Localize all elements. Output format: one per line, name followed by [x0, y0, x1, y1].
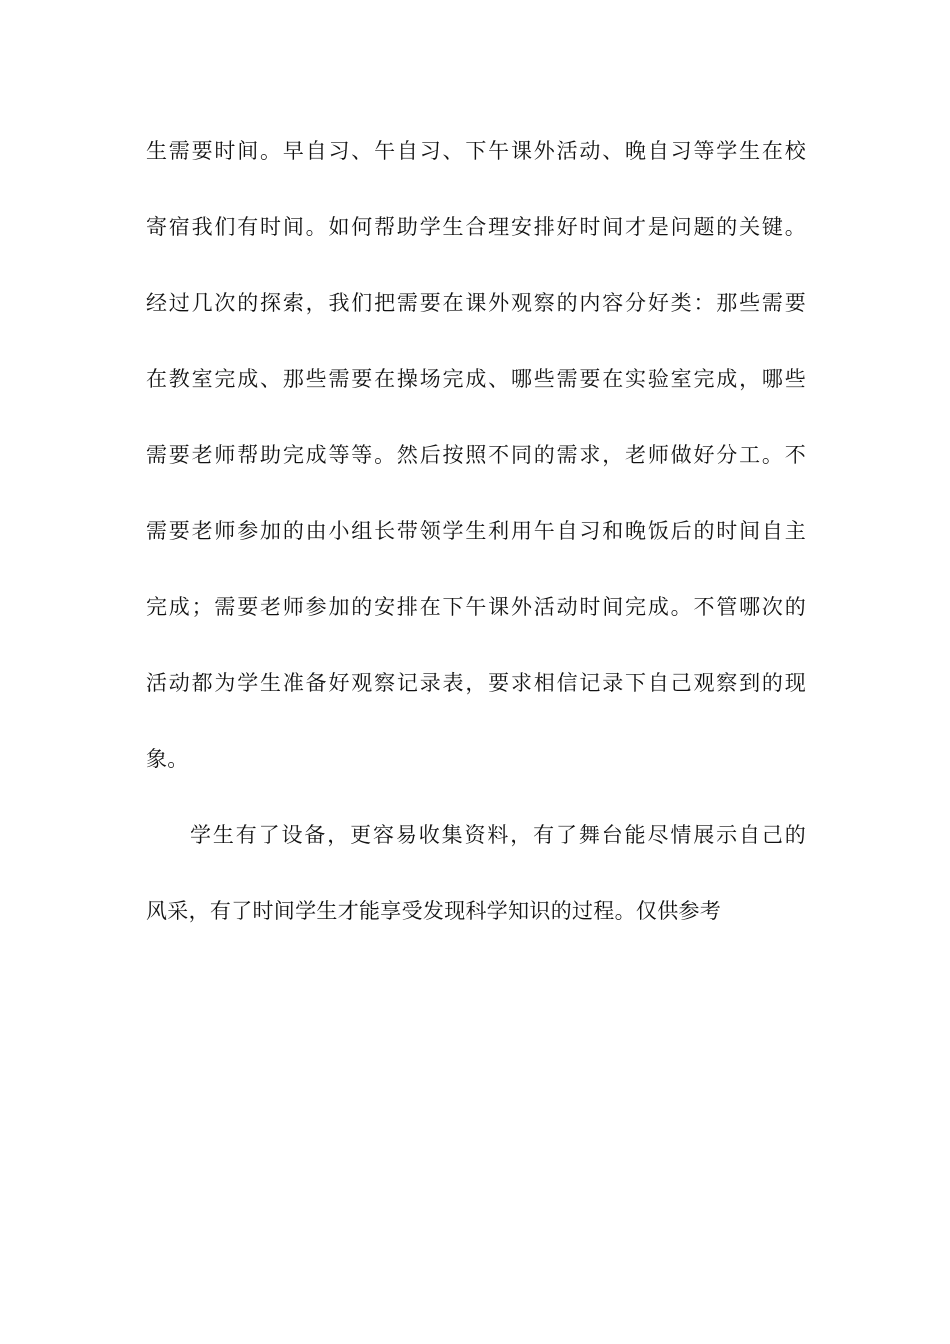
text-line: 风采，有了时间学生才能享受发现科学知识的过程。仅供参考 — [146, 899, 722, 923]
paragraph-first-line: 学生有了设备，更容易收集资料，有了舞台能尽情展示自己的 — [190, 823, 806, 847]
body-text — [146, 128, 806, 964]
text-line: 完成；需要老师参加的安排在下午课外活动时间完成。不管哪次的 — [146, 595, 806, 619]
text-line: 寄宿我们有时间。如何帮助学生合理安排好时间才是问题的关键。 — [146, 215, 806, 239]
text-line: 经过几次的探索，我们把需要在课外观察的内容分好类：那些需要 — [146, 291, 806, 315]
text-line: 生需要时间。早自习、午自习、下午课外活动、晚自习等学生在校 — [146, 139, 806, 163]
text-line: 在教室完成、那些需要在操场完成、哪些需要在实验室完成，哪些 — [146, 367, 806, 391]
text-line: 需要老师参加的由小组长带领学生利用午自习和晚饭后的时间自主 — [146, 519, 806, 543]
text-line: 象。 — [146, 747, 189, 771]
text-line: 活动都为学生准备好观察记录表，要求相信记录下自己观察到的现 — [146, 671, 806, 695]
text-line: 需要老师帮助完成等等。然后按照不同的需求，老师做好分工。不 — [146, 443, 806, 467]
